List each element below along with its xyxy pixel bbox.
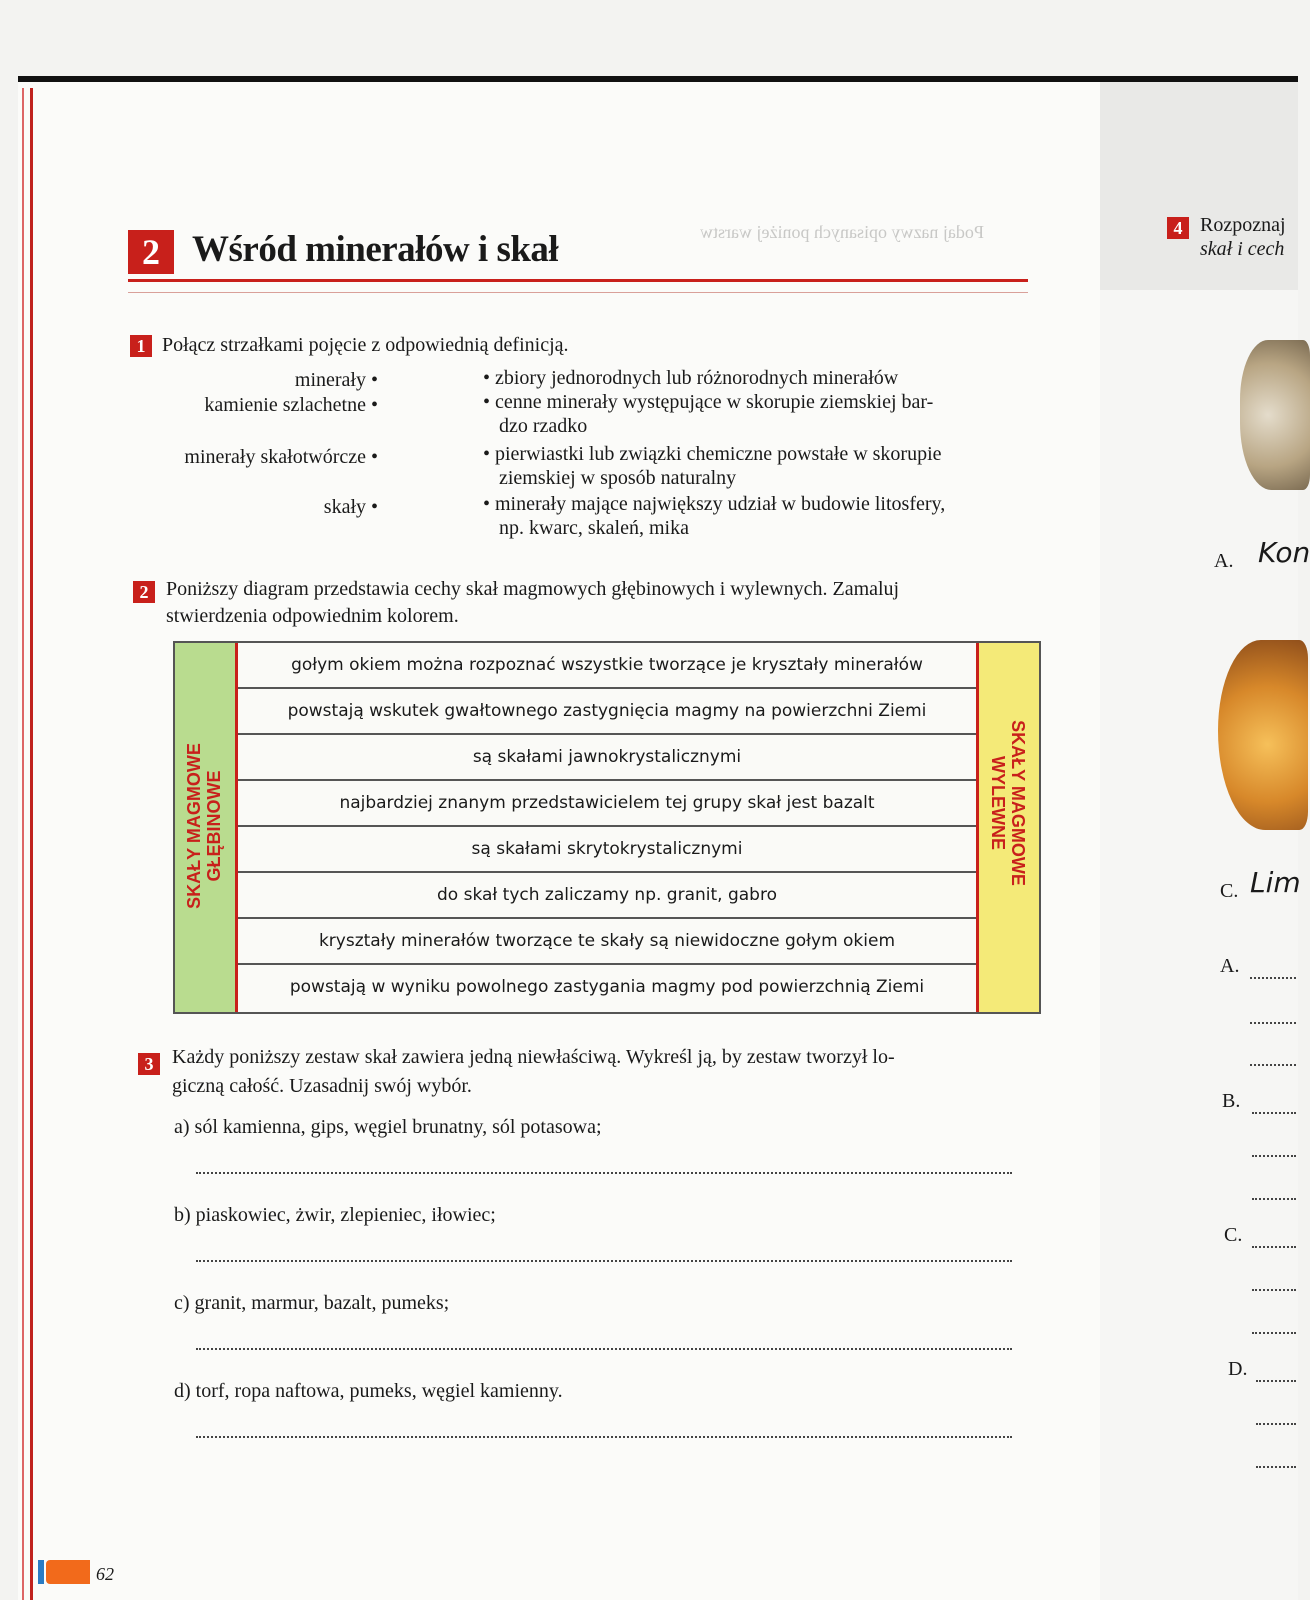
effusive-rocks-label-line1: SKAŁY MAGMOWE bbox=[1008, 720, 1028, 886]
statement-row[interactable]: do skał tych zaliczamy np. granit, gabro bbox=[238, 873, 976, 919]
answer-line-d[interactable] bbox=[196, 1434, 1012, 1438]
statement-row[interactable]: najbardziej znanym przedstawicielem tej grupy skał jest bazalt bbox=[238, 781, 976, 827]
title-rule bbox=[128, 279, 1028, 282]
option-d[interactable]: d) torf, ropa naftowa, pumeks, węgiel kamienny. bbox=[174, 1380, 563, 1402]
rock-photo-1 bbox=[1240, 340, 1310, 490]
term-skaly[interactable]: skały • bbox=[323, 496, 378, 518]
right-answer-line[interactable] bbox=[1256, 1421, 1296, 1425]
statement-row[interactable]: kryształy minerałów tworzące te skały są niewidoczne gołym okiem bbox=[238, 919, 976, 965]
task-2-instruction-line1: Poniższy diagram przedstawia cechy skał magmowych głębinowych i wylewnych. Zamaluj bbox=[166, 578, 900, 600]
right-task-line1: Rozpoznaj bbox=[1200, 214, 1286, 236]
right-answer-line[interactable] bbox=[1252, 1110, 1296, 1114]
definition-3[interactable]: • pierwiastki lub związki chemiczne powstałe w skorupie bbox=[483, 443, 942, 465]
option-c[interactable]: c) granit, marmur, bazalt, pumeks; bbox=[174, 1292, 450, 1314]
page-tab-orange bbox=[46, 1560, 90, 1584]
right-label-c-top: C. bbox=[1220, 880, 1239, 902]
answer-line-a[interactable] bbox=[196, 1170, 1012, 1174]
right-task-number: 4 bbox=[1167, 217, 1189, 239]
task-2-instruction-line2: stwierdzenia odpowiednim kolorem. bbox=[166, 605, 459, 627]
rock-diagram bbox=[173, 641, 1041, 1014]
chapter-number: 2 bbox=[128, 230, 174, 274]
task-1-number: 1 bbox=[130, 335, 152, 357]
right-answer-line[interactable] bbox=[1252, 1244, 1296, 1248]
statement-row[interactable]: są skałami skrytokrystalicznymi bbox=[238, 827, 976, 873]
right-answer-line[interactable] bbox=[1256, 1464, 1296, 1468]
right-answer-line[interactable] bbox=[1252, 1196, 1296, 1200]
right-answer-line[interactable] bbox=[1250, 1062, 1296, 1066]
page-number: 62 bbox=[96, 1564, 114, 1584]
statement-row[interactable]: są skałami jawnokrystalicznymi bbox=[238, 735, 976, 781]
margin-line-light bbox=[22, 88, 24, 1600]
page-top-edge bbox=[18, 76, 1298, 82]
task-1-instruction: Połącz strzałkami pojęcie z odpowiednią definicją. bbox=[162, 334, 569, 356]
deep-rocks-label-line1: SKAŁY MAGMOWE bbox=[184, 743, 204, 909]
chapter-title: Wśród minerałów i skał bbox=[192, 229, 559, 270]
option-a[interactable]: a) sól kamienna, gips, węgiel brunatny, sól potasowa; bbox=[174, 1116, 602, 1138]
definition-4[interactable]: • minerały mające największy udział w budowie litosfery, bbox=[483, 493, 946, 515]
right-answer-line[interactable] bbox=[1252, 1153, 1296, 1157]
right-answer-line[interactable] bbox=[1250, 1020, 1296, 1024]
statement-row[interactable]: powstają wskutek gwałtownego zastygnięcia magmy na powierzchni Ziemi bbox=[238, 689, 976, 735]
handwritten-answer-a: Kon bbox=[1258, 536, 1310, 569]
right-label-a-top: A. bbox=[1214, 550, 1234, 572]
rock-photo-2 bbox=[1218, 640, 1308, 830]
statement-row[interactable]: gołym okiem można rozpoznać wszystkie tworzące je kryształy minerałów bbox=[238, 643, 976, 689]
right-label-c: C. bbox=[1224, 1224, 1243, 1246]
definition-1[interactable]: • zbiory jednorodnych lub różnorodnych minerałów bbox=[483, 367, 899, 389]
handwritten-answer-c: Lim bbox=[1250, 866, 1301, 899]
definition-4-cont: np. kwarc, skaleń, mika bbox=[499, 517, 689, 539]
title-rule-thin bbox=[128, 292, 1028, 293]
margin-line bbox=[30, 88, 33, 1600]
definition-2-cont: dzo rzadko bbox=[499, 415, 588, 437]
answer-line-b[interactable] bbox=[196, 1258, 1012, 1262]
right-answer-line[interactable] bbox=[1256, 1378, 1296, 1382]
right-label-d: D. bbox=[1228, 1358, 1248, 1380]
task-2-number: 2 bbox=[133, 581, 155, 603]
definition-2[interactable]: • cenne minerały występujące w skorupie ziemskiej bar- bbox=[483, 391, 934, 413]
right-answer-line[interactable] bbox=[1252, 1330, 1296, 1334]
right-answer-line[interactable] bbox=[1252, 1287, 1296, 1291]
deep-rocks-label-line2: GŁĘBINOWE bbox=[204, 770, 224, 882]
term-mineraly[interactable]: minerały • bbox=[294, 369, 378, 391]
right-page bbox=[1100, 80, 1298, 1600]
right-label-a: A. bbox=[1220, 955, 1240, 977]
right-task-line2: skał i cech bbox=[1200, 238, 1285, 260]
option-b[interactable]: b) piaskowiec, żwir, zlepieniec, iłowiec; bbox=[174, 1204, 496, 1226]
task-3-instruction-line2: giczną całość. Uzasadnij swój wybór. bbox=[172, 1075, 472, 1097]
effusive-rocks-panel bbox=[976, 643, 1039, 1012]
term-mineraly-skalotworcze[interactable]: minerały skałotwórcze • bbox=[184, 446, 378, 468]
deep-rocks-panel bbox=[175, 643, 238, 1012]
definition-3-cont: ziemskiej w sposób naturalny bbox=[499, 467, 737, 489]
right-answer-line[interactable] bbox=[1250, 975, 1296, 979]
right-label-b: B. bbox=[1222, 1090, 1241, 1112]
statement-row[interactable]: powstają w wyniku powolnego zastygania magmy pod powierzchnią Ziemi bbox=[289, 977, 925, 997]
effusive-rocks-label-line2: WYLEWNE bbox=[988, 756, 1008, 850]
page-tab-blue bbox=[38, 1560, 44, 1584]
term-kamienie-szlachetne[interactable]: kamienie szlachetne • bbox=[204, 394, 378, 416]
task-3-instruction-line1: Każdy poniższy zestaw skał zawiera jedną niewłaściwą. Wykreśl ją, by zestaw tworzył lo- bbox=[172, 1046, 895, 1068]
bleed-through-text: Podaj nazwy opisanych poniżej warstw bbox=[700, 222, 984, 242]
task-3-number: 3 bbox=[138, 1053, 160, 1075]
answer-line-c[interactable] bbox=[196, 1346, 1012, 1350]
